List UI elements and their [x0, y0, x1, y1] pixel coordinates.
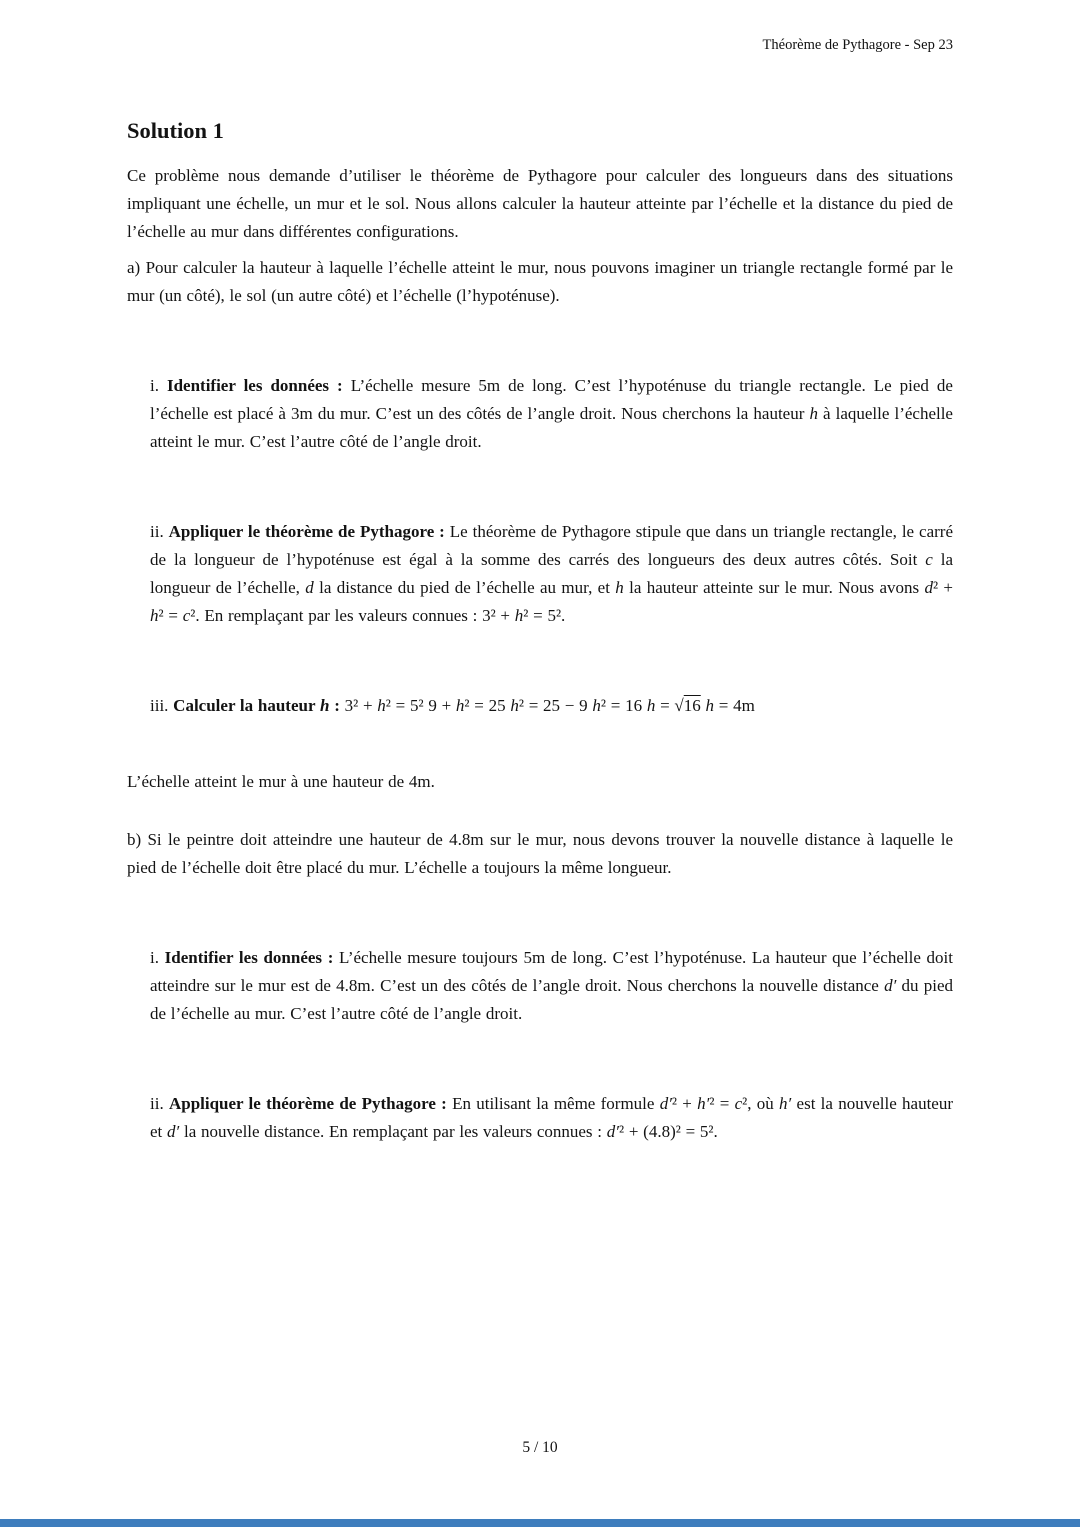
- conclusion-a: L’échelle atteint le mur à une hauteur de 4m.: [127, 772, 435, 791]
- step-b-identify: i. Identifier les données : L’échelle mesure toujours 5m de long. C’est l’hypoténuse. La hauteur que l’échelle doit atteindre sur le mur est de 4.8m. C’est un des côtés de l’angle droit. Nous cherchons la nouvelle distance d′ du pied de l’échelle au mur. C’est l’autre côté de l’angle droit.: [150, 948, 954, 1023]
- part-b-intro: b) Si le peintre doit atteindre une hauteur de 4.8m sur le mur, nous devons trouver la nouvelle distance à laquelle le pied de l’échelle doit être placé du mur. L’échelle a toujours la même longueur.: [127, 830, 953, 877]
- page-header: [127, 36, 953, 54]
- step-a-apply: ii. Appliquer le théorème de Pythagore : Le théorème de Pythagore stipule que dans un triangle rectangle, le carré de la longueur de l’hypoténuse est égal à la somme des carrés des longueurs des deux autres côtés. Soit c la longueur de l’échelle, d la distance du pied de l’échelle au mur, et h la hauteur atteinte sur le mur. Nous avons d² + h² = c². En remplaçant par les valeurs connues : 3² + h² = 5².: [150, 522, 953, 625]
- page-footer: [0, 1439, 1080, 1457]
- bottom-accent-bar: [0, 1519, 1080, 1527]
- step-a-identify: i. Identifier les données : L’échelle mesure 5m de long. C’est l’hypoténuse du triangle rectangle. Le pied de l’échelle est placé à 3m du mur. C’est un des côtés de l’angle droit. Nous cherchons la hauteur h à laquelle l’échelle atteint le mur. C’est l’autre côté de l’angle droit.: [150, 376, 953, 451]
- part-a-intro: a) Pour calculer la hauteur à laquelle l’échelle atteint le mur, nous pouvons imaginer un triangle rectangle formé par le mur (un côté), le sol (un autre côté) et l’échelle (l’hypoténuse).: [127, 258, 953, 305]
- solution-title: Solution 1: [127, 118, 224, 143]
- intro-paragraph: Ce problème nous demande d’utiliser le théorème de Pythagore pour calculer des longueurs dans des situations impliquant une échelle, un mur et le sol. Nous allons calculer la hauteur atteinte par l’échelle et la distance du pied de l’échelle au mur dans différentes configurations.: [127, 166, 953, 241]
- page-number: 5 / 10: [522, 1439, 558, 1456]
- step-a-compute: iii. Calculer la hauteur h : 3² + h² = 5² 9 + h² = 25 h² = 25 − 9 h² = 16 h = √16 h = 4m: [150, 696, 755, 715]
- header-title: Théorème de Pythagore - Sep 23: [762, 37, 953, 53]
- step-b-apply: ii. Appliquer le théorème de Pythagore : En utilisant la même formule d′² + h′² = c², où h′ est la nouvelle hauteur et d′ la nouvelle distance. En remplaçant par les valeurs connues : d′² + (4.8)² = 5².: [150, 1094, 954, 1141]
